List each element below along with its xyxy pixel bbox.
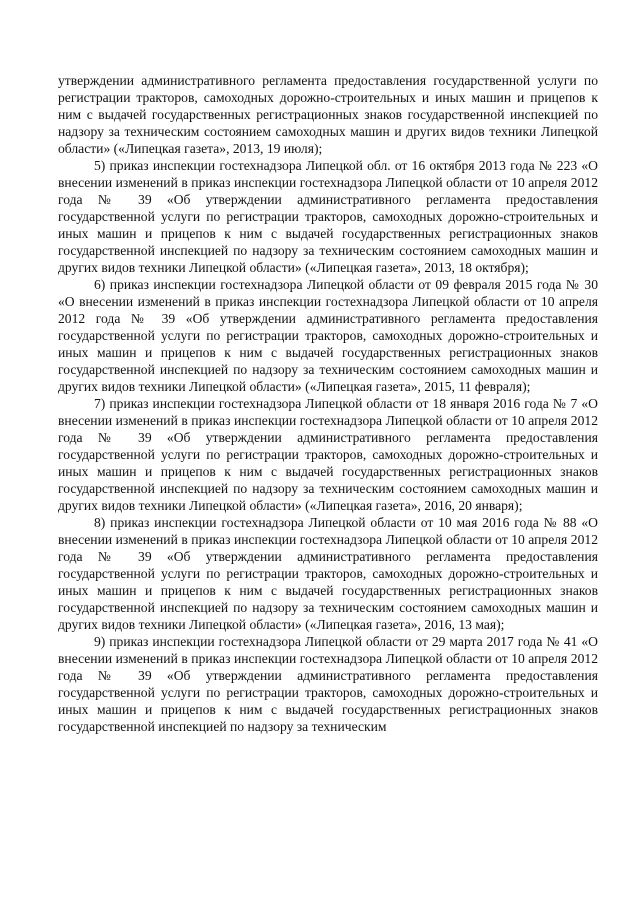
paragraph-continuation: утверждении административного регламента предоставления государственной услуги по регистрации тракторов, самоходных дорожно-строительных и иных машин и прицепов к ним с выдачей государственных регистрационных знаков государственной инспекцией по надзору за техническим состоянием самоходных машин и других видов техники Липецкой области» («Липецкая газета», 2013, 19 июля); (58, 73, 598, 156)
paragraph-item-6: 6) приказ инспекции гостехнадзора Липецкой области от 09 февраля 2015 года № 30 «О внесении изменений в приказ инспекции гостехнадзора Липецкой области от 10 апреля 2012 года № 39 «Об утверждении административного регламента предоставления государственной услуги по регистрации тракторов, самоходных дорожно-строительных и иных машин и прицепов к ним с выдачей государственных регистрационных знаков государственной инспекцией по надзору за техническим состоянием самоходных машин и других видов техники Липецкой области» («Липецкая газета», 2015, 11 февраля); (58, 277, 598, 394)
paragraph-item-7: 7) приказ инспекции гостехнадзора Липецкой области от 18 января 2016 года № 7 «О внесении изменений в приказ инспекции гостехнадзора Липецкой области от 10 апреля 2012 года № 39 «Об утверждении административного регламента предоставления государственной услуги по регистрации тракторов, самоходных дорожно-строительных и иных машин и прицепов к ним с выдачей государственных регистрационных знаков государственной инспекцией по надзору за техническим состоянием самоходных машин и других видов техники Липецкой области» («Липецкая газета», 2016, 20 января); (58, 396, 598, 513)
document-page (58, 72, 598, 735)
paragraph-item-5: 5) приказ инспекции гостехнадзора Липецкой обл. от 16 октября 2013 года № 223 «О внесении изменений в приказ инспекции гостехнадзора Липецкой области от 10 апреля 2012 года № 39 «Об утверждении административного регламента предоставления государственной услуги по регистрации тракторов, самоходных дорожно-строительных и иных машин и прицепов к ним с выдачей государственных регистрационных знаков государственной инспекцией по надзору за техническим состоянием самоходных машин и других видов техники Липецкой области» («Липецкая газета», 2013, 18 октября); (58, 158, 598, 275)
paragraph-item-9: 9) приказ инспекции гостехнадзора Липецкой области от 29 марта 2017 года № 41 «О внесении изменений в приказ инспекции гостехнадзора Липецкой области от 10 апреля 2012 года № 39 «Об утверждении административного регламента предоставления государственной услуги по регистрации тракторов, самоходных дорожно-строительных и иных машин и прицепов к ним с выдачей государственных регистрационных знаков государственной инспекцией по надзору за техническим (58, 634, 598, 734)
paragraph-item-8: 8) приказ инспекции гостехнадзора Липецкой области от 10 мая 2016 года № 88 «О внесении изменений в приказ инспекции гостехнадзора Липецкой области от 10 апреля 2012 года № 39 «Об утверждении административного регламента предоставления государственной услуги по регистрации тракторов, самоходных дорожно-строительных и иных машин и прицепов к ним с выдачей государственных регистрационных знаков государственной инспекцией по надзору за техническим состоянием самоходных машин и других видов техники Липецкой области» («Липецкая газета», 2016, 13 мая); (58, 515, 598, 632)
